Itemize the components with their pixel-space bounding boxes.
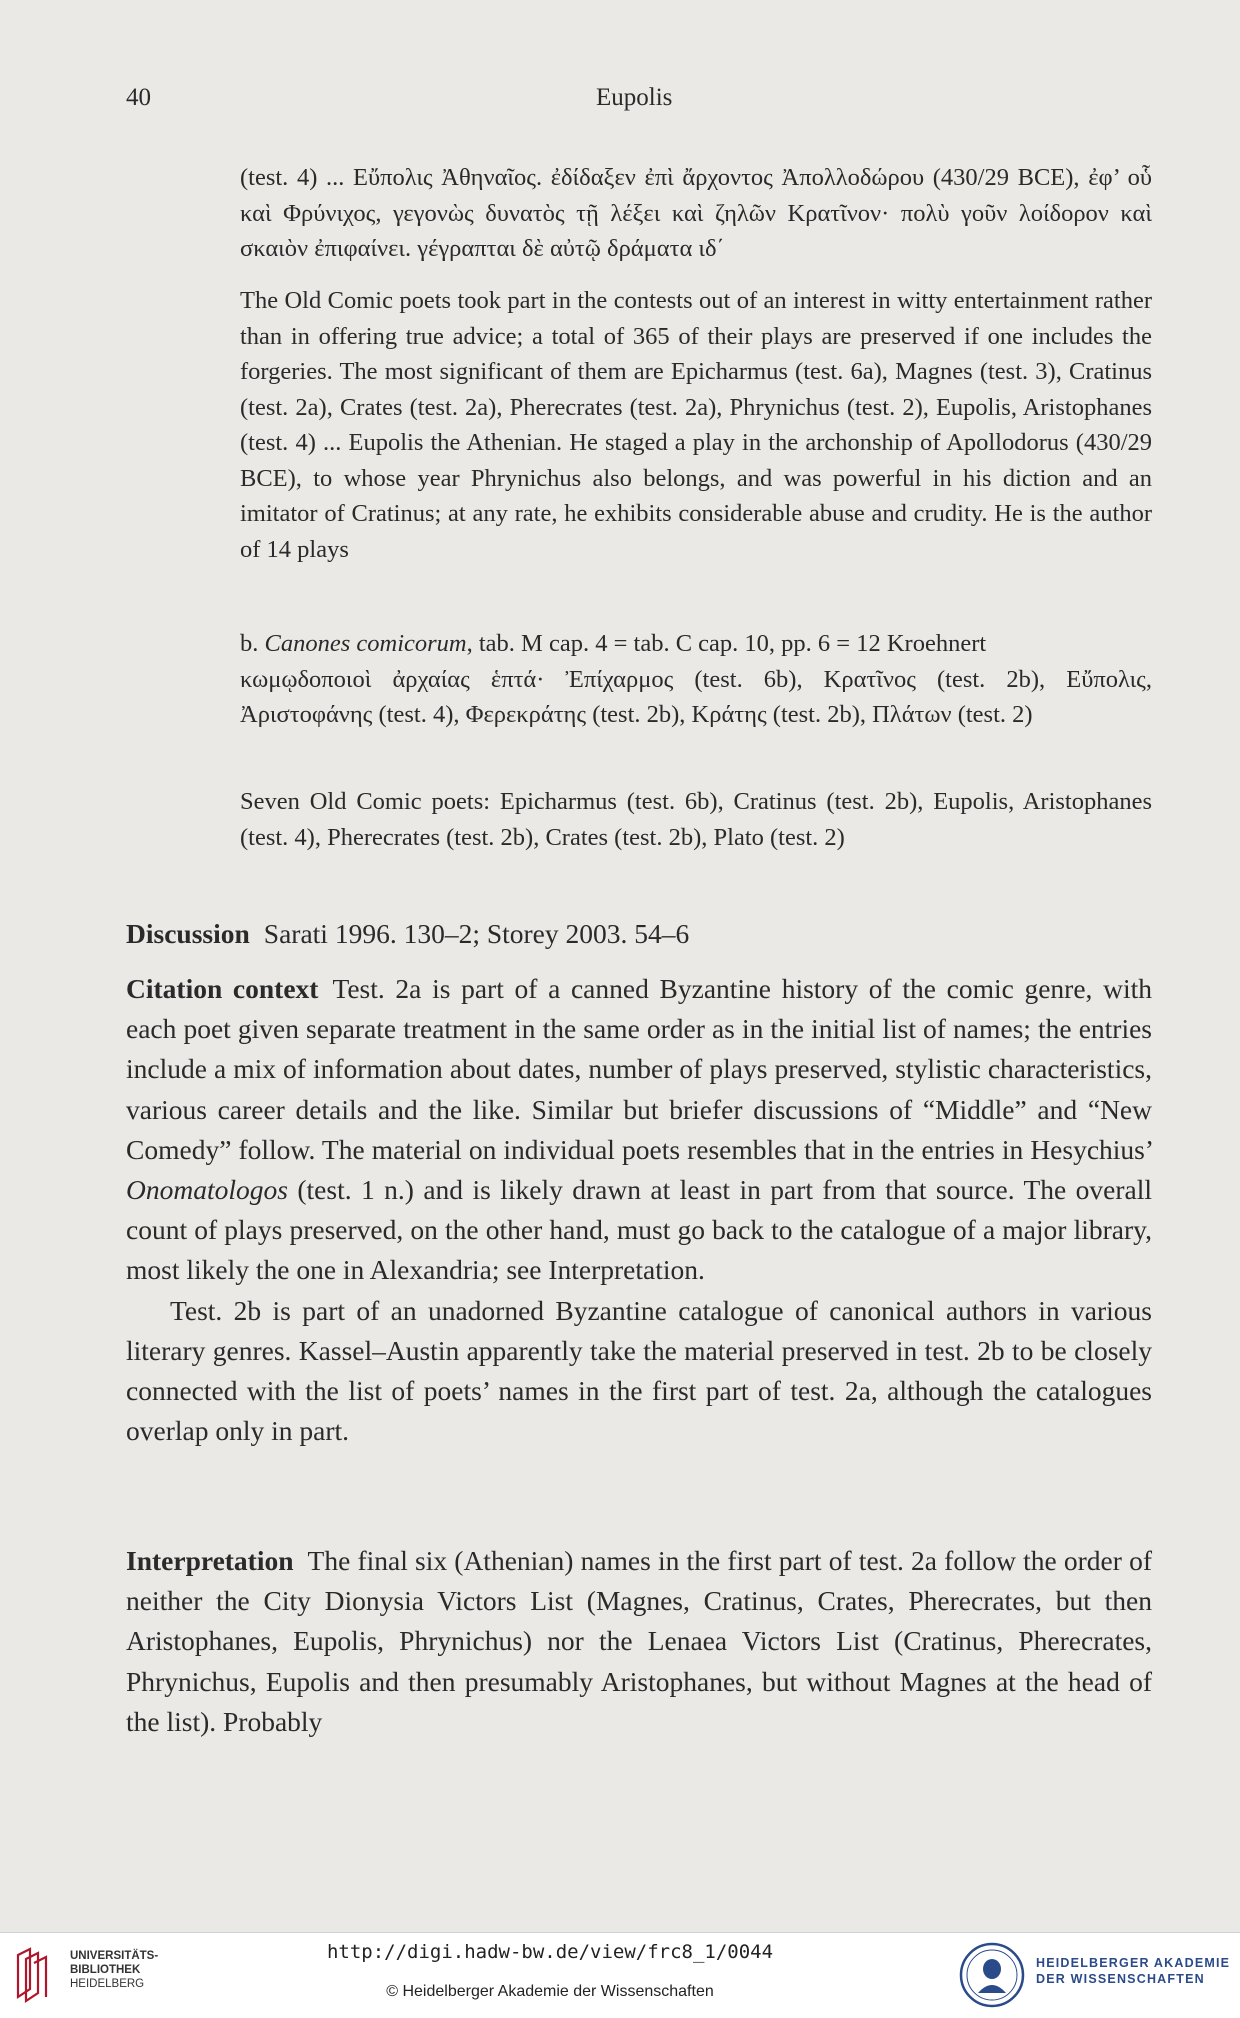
citation-paragraph-1 bbox=[126, 969, 1152, 1291]
testimonium-2a-greek bbox=[240, 160, 1152, 267]
academy-seal-icon bbox=[958, 1941, 1026, 2009]
citation-text-b: (test. 1 n.) and is likely drawn at least in part from that source. The overall count of plays preserved, on the other hand, must go back to the catalogue of a major library, most likely the one in Alexandria; see Interpretation. bbox=[126, 1174, 1152, 1286]
translation-text-2a: The Old Comic poets took part in the contests out of an interest in witty entertainment rather than in offering true advice; a total of 365 of their plays are preserved if one includes the forgeries. The most significant of them are Epicharmus (test. 6a), Magnes (test. 3), Cratinus (test. 2a), Crates (test. 2a), Pherecrates (test. 2a), Phrynichus (test. 2), Eupolis, Aristophanes (test. 4) ... Eupolis the Athenian. He staged a play in the archonship of Apollodorus (430/29 BCE), to whose year Phrynichus also belongs, and was powerful in his diction and an imitator of Cratinus; at any rate, he exhibits considerable abuse and crudity. He is the author of 14 plays bbox=[240, 287, 1152, 563]
interpretation-heading: Interpretation bbox=[126, 1545, 294, 1576]
citation-context-section bbox=[126, 969, 1152, 1451]
university-library-name bbox=[70, 1949, 158, 1991]
copyright-notice: © Heidelberger Akademie der Wissenschaften bbox=[386, 1983, 714, 2000]
running-head bbox=[126, 84, 1150, 124]
discussion-heading: Discussion bbox=[126, 918, 250, 949]
testimonium-2a-translation bbox=[240, 283, 1152, 567]
source-title: Canones comicorum bbox=[264, 630, 467, 657]
greek-text-2a: (test. 4) ... Εὔπολις Ἀθηναῖος. ἐδίδαξεν ἐπὶ ἄρχοντος Ἀπολλοδώρου (430/29 BCE), ἐφ’ οὗ καὶ Φρύνιχος, γεγονὼς δυνατὸς τῇ λέξει καὶ ζηλῶν Κρατῖνον· πολὺ γοῦν λοίδορον καὶ σκαιὸν ἐπιφαίνει. γέγραπται δὲ αὐτῷ δράματα ιδ΄ bbox=[240, 164, 1152, 262]
page-number: 40 bbox=[126, 84, 151, 111]
permalink[interactable]: http://digi.hadw-bw.de/view/frc8_1/0044 bbox=[326, 1941, 774, 1963]
library-line-2: BIBLIOTHEK bbox=[70, 1964, 141, 1976]
running-title: Eupolis bbox=[596, 84, 673, 111]
translation-text-2b: Seven Old Comic poets: Epicharmus (test. 6b), Cratinus (test. 2b), Eupolis, Aristophanes (test. 4), Pherecrates (test. 2b), Crates (test. 2b), Plato (test. 2) bbox=[240, 788, 1152, 851]
interpretation-text: The final six (Athenian) names in the first part of test. 2a follow the order of neither the City Dionysia Victors List (Magnes, Cratinus, Crates, Pherecrates, but then Aristophanes, Eupolis, Phrynichus) nor the Lenaea Victors List (Cratinus, Pherecrates, Phrynichus, Eupolis and then presumably Aristophanes, but without Magnes at the head of the list). Probably bbox=[126, 1545, 1152, 1737]
discussion-section bbox=[126, 914, 1152, 954]
source-reference: , tab. M cap. 4 = tab. C cap. 10, pp. 6 = 12 Kroehnert bbox=[466, 630, 987, 657]
academy-line-2: DER WISSENSCHAFTEN bbox=[1036, 1972, 1205, 1986]
citation-paragraph-2: Test. 2b is part of an unadorned Byzantine catalogue of canonical authors in various literary genres. Kassel–Austin apparently take the material preserved in test. 2b to be closely connected with the list of poets’ names in the first part of test. 2a, although the catalogues overlap only in part. bbox=[126, 1294, 1152, 1447]
source-prefix: b. bbox=[240, 630, 265, 657]
discussion-text: Sarati 1996. 130–2; Storey 2003. 54–6 bbox=[263, 918, 690, 949]
citation-context-heading: Citation context bbox=[126, 973, 319, 1004]
library-line-3: HEIDELBERG bbox=[70, 1978, 145, 1990]
library-line-1: UNIVERSITÄTS- bbox=[70, 1950, 159, 1962]
digitization-footer bbox=[0, 1932, 1240, 2018]
academy-line-1: HEIDELBERGER AKADEMIE bbox=[1036, 1956, 1231, 1970]
university-library-logo-icon bbox=[14, 1945, 54, 2005]
citation-italic-title: Onomatologos bbox=[126, 1174, 288, 1206]
citation-text-a: Test. 2a is part of a canned Byzantine history of the comic genre, with each poet given separate treatment in the same order as in the initial list of names; the entries include a mix of information about dates, number of plays preserved, stylistic characteristics, various career details and the like. Similar but briefer discussions of “Middle” and “New Comedy” follow. The material on individual poets resembles that in the entries in Hesychius’ bbox=[126, 973, 1152, 1165]
source-line-2b bbox=[240, 626, 1152, 662]
interpretation-section bbox=[126, 1541, 1152, 1742]
testimonium-2b-greek bbox=[240, 626, 1152, 733]
greek-text-2b: κωμῳδοποιοὶ ἀρχαίας ἑπτά· Ἐπίχαρμος (test. 6b), Κρατῖνος (test. 2b), Εὔπολις, Ἀριστοφάνης (test. 4), Φερεκράτης (test. 2b), Κράτης (test. 2b), Πλάτων (test. 2) bbox=[240, 665, 1152, 728]
academy-name bbox=[1036, 1955, 1230, 1987]
testimonium-2b-translation bbox=[240, 784, 1152, 855]
